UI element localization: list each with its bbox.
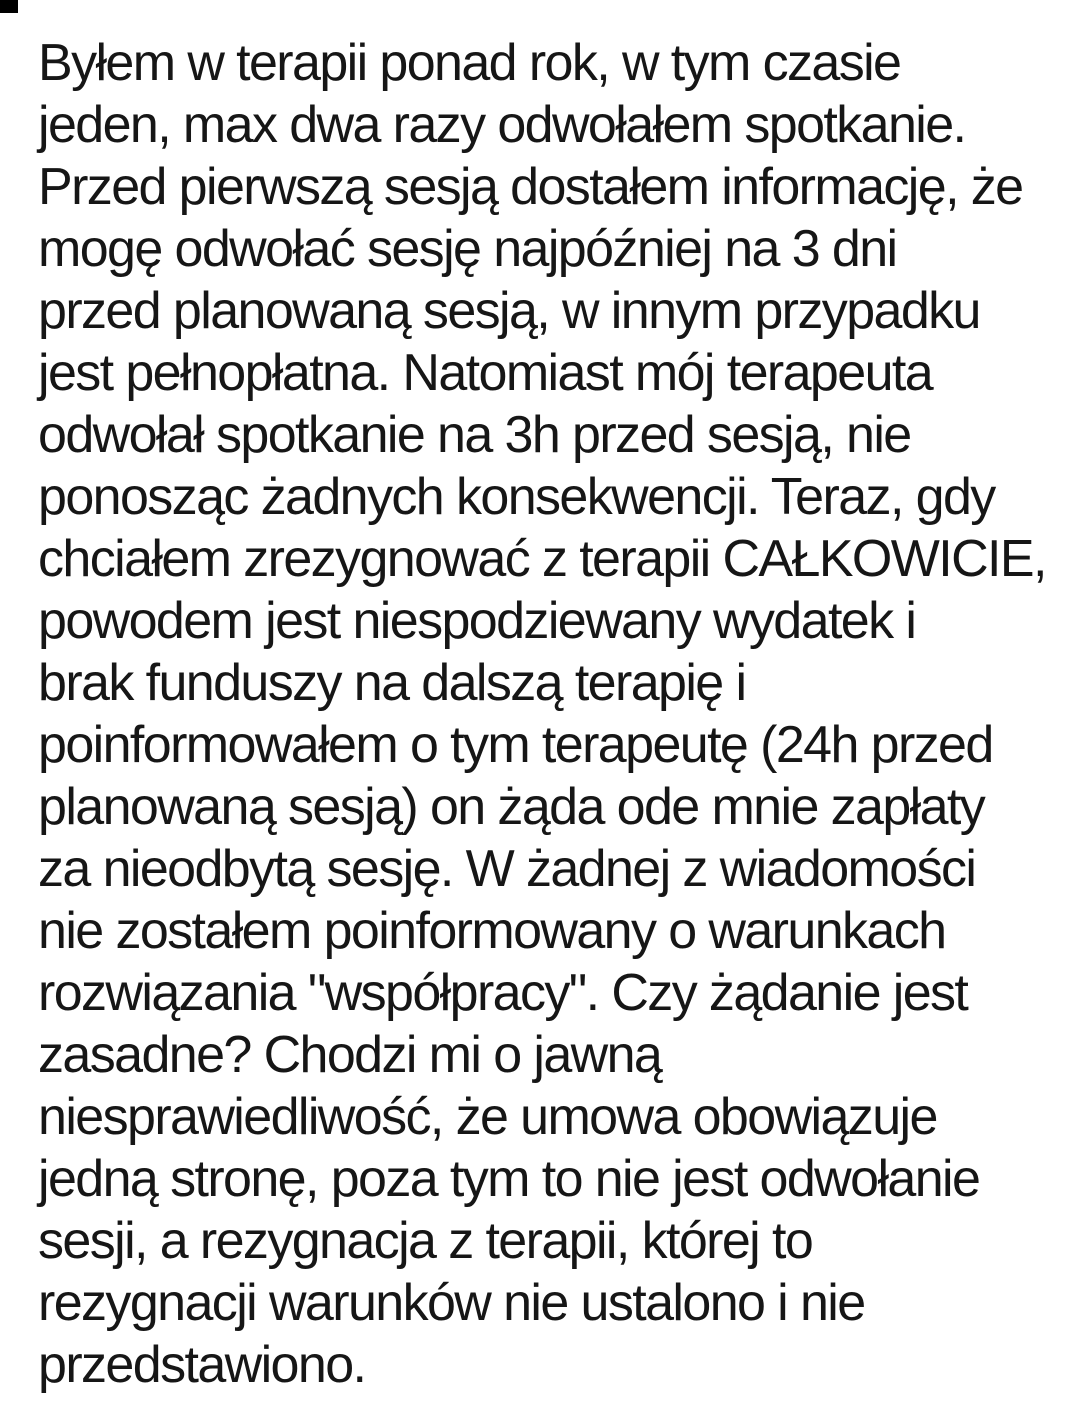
- text-line: ponosząc żadnych konsekwencji. Teraz, gdy: [38, 468, 995, 526]
- text-line: przed planowaną sesją, w innym przypadku: [38, 282, 980, 340]
- post-text-block: [38, 32, 1070, 1396]
- text-line: nie zostałem poinformowany o warunkach: [38, 902, 946, 960]
- screen-corner-artifact: [0, 0, 18, 13]
- text-line: Przed pierwszą sesją dostałem informację, że: [38, 158, 1023, 216]
- text-line: przedstawiono.: [38, 1336, 366, 1394]
- text-line: Byłem w terapii ponad rok, w tym czasie: [38, 34, 901, 92]
- text-line: brak funduszy na dalszą terapię i: [38, 654, 746, 712]
- text-line: rozwiązania "współpracy". Czy żądanie jest: [38, 964, 968, 1022]
- text-line: planowaną sesją) on żąda ode mnie zapłaty: [38, 778, 985, 836]
- text-line: mogę odwołać sesję najpóźniej na 3 dni: [38, 220, 897, 278]
- text-line: zasadne? Chodzi mi o jawną: [38, 1026, 662, 1084]
- text-line: niesprawiedliwość, że umowa obowiązuje: [38, 1088, 937, 1146]
- text-line: jeden, max dwa razy odwołałem spotkanie.: [38, 96, 966, 154]
- text-line: za nieodbytą sesję. W żadnej z wiadomości: [38, 840, 976, 898]
- text-line: chciałem zrezygnować z terapii CAŁKOWICIE,: [38, 530, 1046, 588]
- text-line: poinformowałem o tym terapeutę (24h przed: [38, 716, 993, 774]
- text-line: powodem jest niespodziewany wydatek i: [38, 592, 916, 650]
- text-line: odwołał spotkanie na 3h przed sesją, nie: [38, 406, 911, 464]
- text-line: jedną stronę, poza tym to nie jest odwołanie: [38, 1150, 980, 1208]
- text-line: jest pełnopłatna. Natomiast mój terapeuta: [38, 344, 933, 402]
- text-line: sesji, a rezygnacja z terapii, której to: [38, 1212, 813, 1270]
- text-line: rezygnacji warunków nie ustalono i nie: [38, 1274, 865, 1332]
